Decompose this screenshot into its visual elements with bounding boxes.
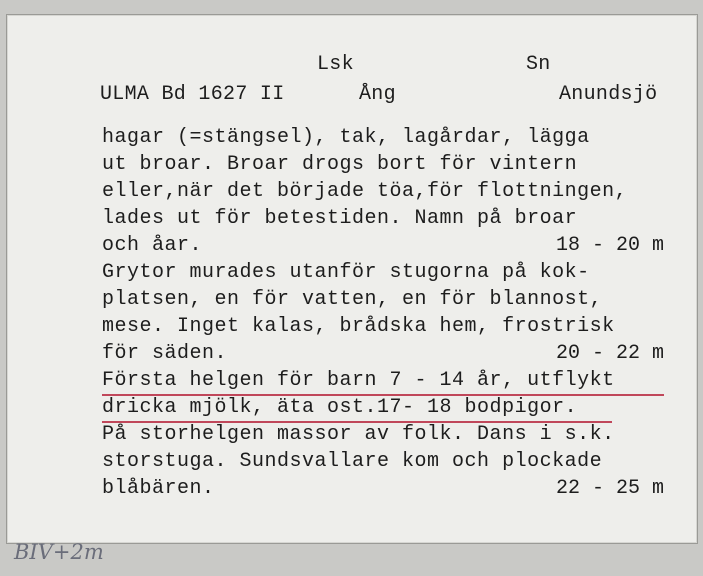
text-line: lades ut för betestiden. Namn på broar <box>102 207 578 230</box>
text-line: Grytor murades utanför stugorna på kok- <box>102 261 590 284</box>
text-line: dricka mjölk, äta ost.17- 18 bodpigor. <box>102 396 578 419</box>
page-reference: 18 - 20 m <box>556 234 665 257</box>
page-reference: 20 - 22 m <box>556 342 665 365</box>
text-line: för säden. <box>102 342 228 365</box>
text-line: hagar (=stängsel), tak, lagårdar, lägga <box>102 126 590 149</box>
text-line: På storhelgen massor av folk. Dans i s.k. <box>102 423 615 446</box>
page-reference: 22 - 25 m <box>556 477 665 500</box>
parish-name: Anundsjö <box>559 83 658 106</box>
archive-reference: ULMA Bd 1627 II <box>100 83 285 106</box>
text-line: eller,när det började töa,för flottningen, <box>102 180 628 203</box>
pencil-note: BIV+2m <box>14 540 104 564</box>
header-lsk: Lsk <box>317 53 354 76</box>
header-sn: Sn <box>526 53 551 76</box>
text-line: platsen, en för vatten, en för blannost, <box>102 288 603 311</box>
text-line: Första helgen för barn 7 - 14 år, utflykt <box>102 369 615 392</box>
text-line: storstuga. Sundsvallare kom och plockade <box>102 450 603 473</box>
text-line: blåbären. <box>102 477 215 500</box>
text-line: mese. Inget kalas, brådska hem, frostrisk <box>102 315 615 338</box>
text-line: ut broar. Broar drogs bort för vintern <box>102 153 578 176</box>
province-name: Ång <box>359 83 396 106</box>
archive-card <box>6 14 698 544</box>
text-line: och åar. <box>102 234 203 257</box>
